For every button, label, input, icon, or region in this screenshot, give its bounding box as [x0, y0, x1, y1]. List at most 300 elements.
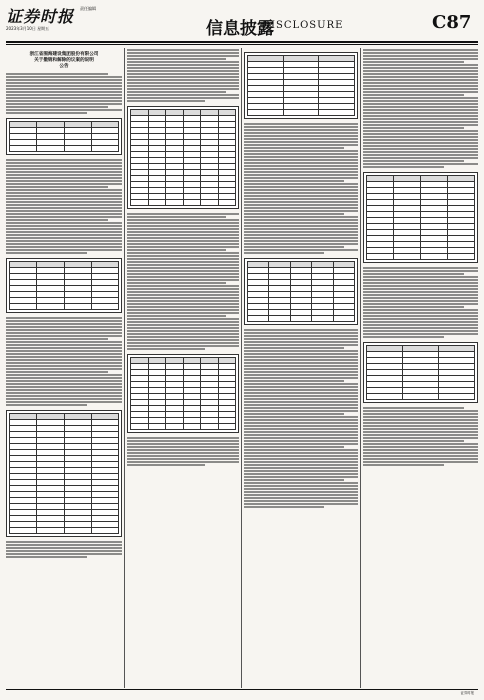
text-line: [244, 165, 358, 167]
text-line: [244, 180, 344, 182]
dateline: 2023年3月10日 星期五: [6, 26, 50, 31]
editor-credit: 责任编辑: [80, 6, 96, 11]
text-line: [244, 377, 358, 379]
table-cell: [64, 528, 91, 534]
text-line: [127, 285, 239, 287]
text-line: [244, 126, 358, 128]
text-line: [127, 288, 239, 290]
text-line: [244, 329, 358, 331]
text-line: [363, 285, 478, 287]
text-line: [6, 79, 122, 81]
text-line: [244, 449, 358, 451]
text-line: [6, 395, 122, 397]
table-cell: [91, 304, 118, 310]
text-line: [363, 315, 478, 317]
text-line: [363, 73, 478, 75]
table-cell: [10, 304, 37, 310]
text-line: [244, 186, 358, 188]
column-divider: [241, 48, 242, 688]
text-line: [363, 267, 478, 269]
table-cell: [37, 528, 64, 534]
text-line: [363, 76, 478, 78]
text-line: [363, 91, 478, 93]
text-line: [363, 276, 478, 278]
text-line: [363, 452, 478, 454]
text-line: [363, 94, 464, 96]
text-line: [244, 162, 358, 164]
text-line: [363, 133, 478, 135]
text-line: [6, 76, 122, 78]
text-line: [244, 350, 358, 352]
text-line: [6, 547, 122, 549]
text-line: [127, 91, 226, 93]
text-line: [244, 237, 358, 239]
text-line: [244, 341, 358, 343]
text-line: [244, 189, 358, 191]
text-line: [6, 168, 122, 170]
text-line: [244, 356, 358, 358]
text-line: [363, 336, 444, 338]
column-3: [244, 48, 358, 688]
text-line: [127, 231, 239, 233]
text-line: [6, 249, 122, 251]
text-line: [6, 85, 122, 87]
table-cell: [283, 110, 319, 116]
text-line: [127, 449, 239, 451]
text-line: [363, 309, 478, 311]
column-4: [363, 48, 478, 688]
table-cell: [10, 528, 37, 534]
table-cell: [333, 316, 354, 322]
text-line: [6, 553, 122, 555]
article-company: 浙江省围海建设集团股份有限公司: [29, 52, 99, 57]
text-line: [244, 410, 358, 412]
text-line: [244, 398, 358, 400]
footer-note: 证券时报: [460, 691, 474, 695]
text-line: [6, 338, 108, 340]
text-line: [244, 500, 358, 502]
text-line: [127, 234, 239, 236]
text-line: [6, 365, 122, 367]
text-line: [6, 189, 122, 191]
text-line: [127, 222, 239, 224]
text-line: [244, 455, 358, 457]
text-line: [6, 329, 122, 331]
text-line: [6, 371, 108, 373]
text-line: [127, 464, 205, 466]
text-line: [244, 147, 344, 149]
data-table: [6, 118, 122, 155]
text-line: [363, 270, 478, 272]
text-line: [244, 252, 324, 254]
text-line: [6, 356, 122, 358]
text-line: [127, 461, 239, 463]
text-line: [363, 434, 478, 436]
text-line: [127, 443, 239, 445]
text-line: [244, 207, 358, 209]
table-cell: [201, 200, 219, 206]
table-row: [248, 316, 355, 322]
text-block: [127, 437, 239, 466]
text-line: [6, 180, 122, 182]
text-line: [127, 264, 239, 266]
masthead-rule-thin: [6, 44, 478, 45]
text-line: [244, 204, 358, 206]
text-line: [363, 273, 464, 275]
text-line: [6, 317, 122, 319]
text-line: [127, 85, 239, 87]
data-table: [127, 354, 239, 433]
text-line: [363, 82, 478, 84]
table-cell: [131, 200, 149, 206]
text-block: [127, 49, 239, 102]
table-cell: [367, 394, 403, 400]
text-line: [6, 240, 122, 242]
table-cell: [290, 316, 311, 322]
text-line: [244, 464, 358, 466]
text-line: [363, 440, 464, 442]
text-line: [363, 410, 478, 412]
text-line: [244, 344, 358, 346]
table-cell: [394, 254, 421, 260]
text-line: [244, 371, 358, 373]
text-line: [363, 154, 478, 156]
text-line: [244, 359, 358, 361]
text-line: [363, 303, 478, 305]
text-line: [244, 440, 358, 442]
table-cell: [64, 304, 91, 310]
text-line: [127, 73, 239, 75]
text-line: [127, 333, 239, 335]
text-line: [6, 192, 122, 194]
text-line: [6, 201, 122, 203]
table-cell: [269, 316, 290, 322]
data-table: [363, 342, 478, 403]
text-line: [244, 365, 358, 367]
text-line: [244, 380, 344, 382]
text-line: [127, 309, 239, 311]
text-line: [6, 106, 108, 108]
text-line: [6, 88, 122, 90]
text-line: [244, 195, 358, 197]
table-cell: [37, 146, 64, 152]
text-line: [363, 64, 478, 66]
text-line: [363, 416, 478, 418]
text-line: [6, 225, 122, 227]
text-line: [127, 94, 239, 96]
text-line: [363, 127, 464, 129]
text-line: [244, 392, 358, 394]
text-line: [244, 210, 358, 212]
text-line: [127, 243, 239, 245]
column-divider: [124, 48, 125, 688]
text-line: [363, 136, 478, 138]
text-line: [6, 234, 122, 236]
text-line: [6, 112, 87, 114]
text-line: [244, 171, 358, 173]
text-line: [127, 312, 239, 314]
text-line: [127, 345, 239, 347]
text-line: [363, 428, 478, 430]
text-line: [363, 49, 478, 51]
text-line: [363, 109, 478, 111]
text-line: [127, 291, 239, 293]
table-cell: [367, 254, 394, 260]
text-line: [244, 332, 358, 334]
text-line: [6, 204, 122, 206]
text-line: [6, 401, 122, 403]
text-line: [6, 219, 108, 221]
data-table: [6, 410, 122, 537]
table-cell: [91, 146, 118, 152]
text-line: [127, 225, 239, 227]
text-line: [127, 342, 239, 344]
text-line: [127, 327, 239, 329]
text-line: [244, 479, 344, 481]
text-line: [363, 142, 478, 144]
text-line: [244, 470, 358, 472]
table-cell: [148, 200, 166, 206]
text-line: [127, 64, 239, 66]
text-line: [244, 395, 358, 397]
article-title: 关于撤销和解除的议案的说明: [34, 58, 94, 63]
table-cell: [218, 424, 236, 430]
text-block: [6, 317, 122, 406]
text-line: [127, 249, 226, 251]
text-line: [244, 488, 358, 490]
text-line: [363, 449, 478, 451]
text-line: [244, 231, 358, 233]
text-line: [127, 88, 239, 90]
text-line: [127, 261, 239, 263]
text-line: [127, 258, 239, 260]
text-line: [6, 386, 122, 388]
table-cell: [131, 424, 149, 430]
text-line: [6, 210, 122, 212]
table-row: [131, 200, 236, 206]
text-line: [244, 347, 344, 349]
masthead-rule: [6, 41, 478, 43]
text-line: [6, 198, 122, 200]
text-block: [6, 541, 122, 558]
text-line: [244, 135, 358, 137]
text-line: [244, 225, 358, 227]
text-line: [6, 350, 122, 352]
text-line: [6, 252, 87, 254]
text-line: [244, 123, 358, 125]
text-line: [363, 145, 478, 147]
text-line: [363, 413, 478, 415]
text-line: [244, 419, 358, 421]
text-line: [6, 97, 122, 99]
text-line: [244, 201, 358, 203]
text-line: [244, 422, 358, 424]
text-line: [244, 219, 358, 221]
text-line: [127, 300, 239, 302]
text-line: [6, 174, 122, 176]
text-line: [6, 213, 122, 215]
text-line: [244, 401, 358, 403]
text-line: [244, 425, 358, 427]
data-table: [363, 172, 478, 263]
data-table: [244, 258, 358, 325]
text-line: [127, 306, 239, 308]
table-cell: [448, 254, 475, 260]
text-line: [127, 446, 239, 448]
text-line: [363, 166, 444, 168]
table-cell: [403, 394, 439, 400]
section-title: 信息披露: [206, 19, 274, 39]
text-line: [363, 139, 478, 141]
text-line: [363, 103, 478, 105]
page-number: C87: [432, 12, 472, 33]
text-line: [127, 70, 239, 72]
text-line: [6, 177, 122, 179]
text-line: [363, 437, 478, 439]
text-line: [244, 362, 358, 364]
table-cell: [248, 110, 284, 116]
text-line: [363, 458, 478, 460]
text-line: [244, 386, 358, 388]
text-block: [363, 407, 478, 466]
text-line: [127, 330, 239, 332]
text-line: [127, 240, 239, 242]
text-line: [363, 294, 478, 296]
text-line: [6, 171, 122, 173]
text-line: [363, 67, 478, 69]
text-line: [363, 85, 478, 87]
text-line: [6, 237, 122, 239]
text-line: [363, 282, 478, 284]
text-line: [244, 132, 358, 134]
table-cell: [218, 200, 236, 206]
text-line: [127, 82, 239, 84]
text-line: [127, 303, 239, 305]
section-title-en: DISCLOSURE: [262, 20, 344, 31]
text-line: [6, 326, 122, 328]
text-line: [363, 58, 478, 60]
text-line: [6, 556, 87, 558]
table-cell: [148, 424, 166, 430]
text-line: [244, 338, 358, 340]
text-line: [244, 243, 358, 245]
text-line: [127, 100, 205, 102]
text-line: [6, 165, 122, 167]
text-line: [127, 267, 239, 269]
text-line: [363, 446, 478, 448]
table-row: [10, 528, 119, 534]
text-line: [127, 52, 239, 54]
text-line: [244, 473, 358, 475]
text-block: [6, 159, 122, 254]
text-line: [6, 231, 122, 233]
table-cell: [183, 424, 201, 430]
text-line: [6, 228, 122, 230]
text-line: [6, 183, 122, 185]
text-line: [127, 228, 239, 230]
table-cell: [91, 528, 118, 534]
text-line: [363, 443, 478, 445]
text-line: [6, 94, 122, 96]
text-block: [6, 73, 122, 114]
text-block: [244, 329, 358, 508]
text-line: [127, 79, 239, 81]
text-line: [6, 216, 122, 218]
text-line: [6, 544, 122, 546]
footer-rule: [6, 689, 478, 690]
text-line: [127, 339, 239, 341]
text-line: [127, 58, 226, 60]
text-line: [127, 276, 239, 278]
text-line: [363, 306, 464, 308]
text-line: [244, 482, 358, 484]
text-line: [363, 106, 478, 108]
text-line: [363, 130, 478, 132]
text-line: [6, 91, 122, 93]
text-line: [244, 497, 358, 499]
text-line: [127, 294, 239, 296]
text-line: [6, 341, 122, 343]
text-line: [6, 73, 108, 75]
text-line: [6, 159, 122, 161]
text-line: [244, 374, 358, 376]
text-line: [244, 138, 358, 140]
text-line: [244, 491, 358, 493]
text-line: [363, 121, 478, 123]
text-line: [6, 362, 122, 364]
text-line: [127, 61, 239, 63]
text-line: [6, 103, 122, 105]
text-line: [363, 324, 478, 326]
table-cell: [183, 200, 201, 206]
text-line: [244, 183, 358, 185]
text-line: [244, 177, 358, 179]
column-divider: [360, 48, 361, 688]
data-table: [6, 258, 122, 313]
text-line: [244, 249, 358, 251]
text-line: [244, 234, 358, 236]
text-line: [363, 425, 478, 427]
masthead: [0, 0, 484, 44]
text-line: [6, 344, 122, 346]
text-line: [363, 79, 478, 81]
table-row: [131, 424, 236, 430]
text-line: [6, 207, 122, 209]
text-line: [244, 198, 358, 200]
text-line: [363, 318, 478, 320]
text-line: [363, 464, 444, 466]
text-line: [363, 52, 478, 54]
text-block: [127, 213, 239, 350]
text-line: [6, 335, 122, 337]
text-line: [6, 109, 122, 111]
text-line: [244, 407, 358, 409]
text-line: [244, 443, 358, 445]
text-line: [244, 216, 358, 218]
text-line: [244, 240, 358, 242]
text-line: [244, 452, 358, 454]
table-row: [10, 304, 119, 310]
text-line: [244, 368, 358, 370]
text-line: [244, 150, 358, 152]
text-line: [244, 174, 358, 176]
text-line: [244, 413, 344, 415]
text-line: [6, 186, 108, 188]
table-cell: [64, 146, 91, 152]
text-line: [363, 291, 478, 293]
text-line: [244, 476, 358, 478]
text-line: [244, 159, 358, 161]
